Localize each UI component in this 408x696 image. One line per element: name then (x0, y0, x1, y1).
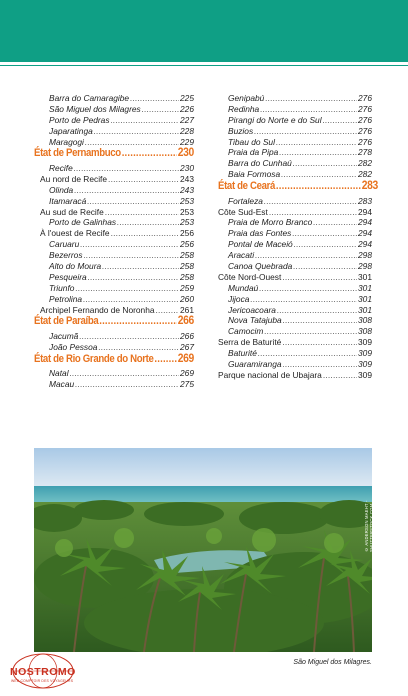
toc-entry-label: Serra de Baturité (218, 337, 282, 348)
toc-entry-label: Archipel Fernando de Noronha (40, 304, 155, 315)
toc-entry-label: Jericoacoara (228, 304, 276, 315)
toc-entry (34, 239, 194, 250)
toc-entry-label: Côte Nord-Ouest (218, 271, 282, 282)
toc-leader-dots (293, 158, 357, 169)
toc-entry-page: 259 (180, 282, 194, 293)
toc-entry-page: 301 (358, 282, 372, 293)
toc-entry-label: Pesqueira (49, 271, 87, 282)
toc-column-right (218, 93, 378, 381)
toc-entry-page: 243 (180, 173, 194, 184)
toc-entry-label: À l'ouest de Recife (40, 228, 110, 239)
toc-entry (34, 137, 194, 148)
photo-credit: © ANDERSON MAEHT - SHUTTERSTOCK.COM (364, 500, 374, 552)
toc-entry (34, 368, 194, 379)
toc-entry (218, 137, 372, 148)
toc-entry-label: Macau (49, 379, 75, 390)
toc-entry-page: 256 (180, 228, 194, 239)
toc-leader-dots (259, 283, 357, 294)
toc-entry-page: 294 (358, 228, 372, 239)
toc-entry (34, 174, 194, 185)
toc-entry (218, 250, 372, 261)
toc-entry (218, 115, 372, 126)
toc-entry (34, 115, 194, 126)
toc-region-heading (218, 180, 378, 196)
toc-leader-dots (154, 354, 176, 365)
toc-leader-dots (108, 174, 179, 185)
header-band (0, 0, 408, 62)
toc-leader-dots (269, 207, 357, 218)
toc-leader-dots (111, 115, 179, 126)
toc-entry-label: Porto de Pedras (49, 114, 110, 125)
toc-leader-dots (111, 228, 179, 239)
toc-leader-dots (294, 239, 357, 250)
toc-entry (218, 348, 372, 359)
toc-entry-label: Parque nacional de Ubajara (218, 369, 322, 380)
toc-entry-page: 294 (358, 239, 372, 250)
toc-leader-dots (99, 316, 177, 327)
toc-entry-page: 230 (177, 145, 194, 160)
toc-entry-page: 309 (358, 358, 372, 369)
toc-entry-label: Praia das Fontes (228, 228, 292, 239)
toc-leader-dots (70, 368, 179, 379)
toc-leader-dots (74, 163, 179, 174)
toc-entry (218, 326, 372, 337)
toc-entry-page: 258 (180, 260, 194, 271)
toc-entry-label: Baia Formosa (228, 169, 281, 180)
toc-entry-label: Jacumã (49, 330, 79, 341)
toc-entry-page: 253 (180, 217, 194, 228)
toc-entry-label: État de Ceará (218, 180, 276, 193)
toc-entry-label: Tibau do Sul (228, 136, 275, 147)
toc-entry-page: 227 (180, 114, 194, 125)
header-rule (0, 62, 408, 66)
toc-entry-page: 308 (358, 315, 372, 326)
toc-entry (218, 228, 372, 239)
toc-leader-dots (75, 283, 179, 294)
toc-entry-label: État de Pernambuco (34, 147, 121, 160)
toc-leader-dots (258, 348, 357, 359)
toc-entry-page: 258 (180, 250, 194, 261)
toc-entry (34, 294, 194, 305)
toc-entry-page: 275 (180, 379, 194, 390)
toc-entry-page: 269 (177, 350, 194, 365)
toc-entry-label: Triunfo (49, 282, 75, 293)
toc-entry-page: 309 (358, 369, 372, 380)
toc-entry-page: 294 (358, 217, 372, 228)
toc-entry-label: Barra do Camaragibe (49, 93, 130, 103)
toc-entry-label: Jijoca (228, 293, 250, 304)
logo-tagline: WEB COMPTOIR DES VOYAGEURS (11, 679, 74, 683)
toc-entry-page: 228 (180, 125, 194, 136)
toc-entry-label: Alto do Moura (49, 260, 102, 271)
toc-entry-label: São Miguel dos Milagres (49, 103, 141, 114)
toc-entry (34, 93, 194, 104)
toc-entry (218, 283, 372, 294)
toc-leader-dots (156, 305, 179, 316)
toc-leader-dots (88, 272, 179, 283)
toc-entry (218, 147, 372, 158)
toc-entry-page: 309 (358, 337, 372, 348)
toc-entry-label: Natal (49, 368, 69, 379)
toc-entry (218, 359, 372, 370)
toc-leader-dots (323, 370, 357, 381)
toc-entry (34, 305, 194, 316)
toc-entry-label: Redinha (228, 103, 260, 114)
toc-entry-page: 253 (180, 195, 194, 206)
toc-entry-label: Aracati (228, 250, 255, 261)
toc-entry-page: 276 (358, 114, 372, 125)
toc-leader-dots (276, 137, 357, 148)
toc-leader-dots (279, 147, 357, 158)
toc-leader-dots (142, 104, 179, 115)
toc-entry-page: 230 (180, 162, 194, 173)
toc-entry-page: 309 (358, 348, 372, 359)
toc-entry-label: Bezerros (49, 250, 83, 261)
toc-entry (34, 185, 194, 196)
toc-leader-dots (282, 272, 357, 283)
toc-entry (218, 272, 372, 283)
toc-entry-page: 276 (358, 93, 372, 103)
toc-entry (218, 217, 372, 228)
toc-entry-label: Barra do Cunhaú (228, 158, 292, 169)
toc-entry (34, 342, 194, 353)
toc-leader-dots (283, 315, 357, 326)
toc-leader-dots (282, 337, 357, 348)
toc-entry-page: 282 (358, 158, 372, 169)
toc-leader-dots (87, 196, 179, 207)
toc-entry-page: 282 (358, 169, 372, 180)
toc-entry-label: Pontal de Maceió (228, 239, 293, 250)
toc-entry-label: Itamaracá (49, 195, 87, 206)
toc-region-heading (34, 147, 194, 163)
toc-leader-dots (254, 126, 357, 137)
toc-entry (218, 337, 372, 348)
logo-wordmark: NOSTROMO (10, 666, 76, 678)
toc-entry-page: 298 (358, 250, 372, 261)
toc-entry-page: 260 (180, 293, 194, 304)
toc-entry-label: Praia da Pipa (228, 147, 279, 158)
toc-entry-label: Baturité (228, 348, 257, 359)
toc-leader-dots (122, 148, 177, 159)
publisher-logo (4, 652, 82, 692)
toc-entry (218, 93, 372, 104)
toc-entry-page: 226 (180, 103, 194, 114)
toc-entry-page: 261 (180, 304, 194, 315)
toc-leader-dots (102, 261, 179, 272)
toc-entry-page: 278 (358, 147, 372, 158)
toc-entry-label: Camocim (228, 326, 264, 337)
toc-entry (34, 261, 194, 272)
toc-entry (34, 217, 194, 228)
photo-caption: São Miguel dos Milagres. (293, 659, 372, 666)
toc-column-left (34, 93, 194, 390)
toc-entry (218, 261, 372, 272)
toc-entry (34, 104, 194, 115)
toc-entry-label: Caruaru (49, 239, 80, 250)
toc-entry-page: 283 (358, 195, 372, 206)
toc-leader-dots (260, 104, 357, 115)
toc-leader-dots (255, 250, 357, 261)
toc-entry-label: Buzios (228, 125, 254, 136)
toc-leader-dots (79, 331, 179, 342)
toc-entry (34, 163, 194, 174)
toc-leader-dots (80, 239, 179, 250)
toc-leader-dots (94, 126, 179, 137)
toc-entry-label: Olinda (49, 184, 74, 195)
toc-entry (34, 331, 194, 342)
toc-entry (218, 104, 372, 115)
toc-entry-label: Petrolina (49, 293, 83, 304)
toc-entry-label: État de Rio Grande do Norte (34, 352, 154, 365)
toc-entry-page: 267 (180, 341, 194, 352)
toc-entry-label: Mundaú (228, 282, 259, 293)
toc-entry-page: 294 (358, 206, 372, 217)
toc-entry (218, 126, 372, 137)
toc-entry-page: 225 (180, 93, 194, 103)
toc-entry-label: Au nord de Recife (40, 173, 108, 184)
toc-leader-dots (130, 93, 179, 104)
toc-entry (218, 315, 372, 326)
toc-entry (34, 250, 194, 261)
toc-entry (218, 239, 372, 250)
toc-entry-label: Côte Sud-Est (218, 206, 268, 217)
toc-entry-label: Recife (49, 162, 73, 173)
toc-entry-label: Maragogi (49, 136, 84, 147)
toc-leader-dots (84, 250, 180, 261)
toc-entry-label: Nova Tatajuba (228, 315, 282, 326)
toc-leader-dots (293, 261, 357, 272)
toc-entry-label: Canoa Quebrada (228, 260, 293, 271)
toc-leader-dots (281, 169, 357, 180)
toc-entry-label: João Pessoa (49, 341, 98, 352)
toc-entry-page: 283 (361, 178, 378, 193)
toc-leader-dots (83, 294, 179, 305)
toc-leader-dots (265, 93, 357, 104)
toc-entry (218, 305, 372, 316)
toc-entry-page: 276 (358, 136, 372, 147)
toc-entry-page: 308 (358, 326, 372, 337)
toc-leader-dots (105, 207, 179, 218)
toc-region-heading (34, 350, 194, 369)
toc-entry-label: Japaratinga (49, 125, 93, 136)
toc-region-heading (34, 315, 194, 331)
toc-leader-dots (276, 181, 361, 192)
toc-leader-dots (277, 305, 357, 316)
toc-entry-page: 243 (180, 184, 194, 195)
toc-entry (34, 126, 194, 137)
toc-entry (218, 169, 372, 180)
toc-entry-label: Porto de Galinhas (49, 217, 117, 228)
toc-leader-dots (75, 379, 179, 390)
toc-leader-dots (85, 137, 179, 148)
toc-entry-label: Pirangi do Norte e do Sul (228, 114, 322, 125)
toc-entry (34, 196, 194, 207)
toc-entry-page: 301 (358, 271, 372, 282)
toc-entry-page: 298 (358, 260, 372, 271)
toc-entry-page: 276 (358, 103, 372, 114)
toc-entry-page: 256 (180, 239, 194, 250)
toc-entry-label: Guaramiranga (228, 358, 282, 369)
toc-entry (34, 283, 194, 294)
toc-entry (34, 272, 194, 283)
toc-entry (218, 370, 372, 381)
toc-entry-label: Au sud de Recife (40, 206, 104, 217)
toc-leader-dots (292, 228, 357, 239)
toc-leader-dots (250, 294, 357, 305)
toc-entry-page: 258 (180, 271, 194, 282)
toc-entry-page: 266 (177, 313, 194, 328)
toc-leader-dots (264, 326, 357, 337)
toc-entry (218, 158, 372, 169)
toc-entry (34, 207, 194, 218)
toc-entry-page: 276 (358, 125, 372, 136)
toc-leader-dots (313, 217, 357, 228)
toc-entry-page: 301 (358, 293, 372, 304)
toc-entry-label: Fortaleza (228, 195, 263, 206)
toc-entry-page: 253 (180, 206, 194, 217)
toc-entry-page: 301 (358, 304, 372, 315)
toc-leader-dots (98, 342, 179, 353)
toc-entry (218, 207, 372, 218)
toc-entry-page: 229 (180, 136, 194, 147)
toc-entry-label: Genipabú (228, 93, 265, 103)
toc-entry (34, 228, 194, 239)
toc-leader-dots (117, 217, 179, 228)
toc-entry-page: 266 (180, 330, 194, 341)
toc-entry (34, 379, 194, 390)
toc-entry-page: 269 (180, 368, 194, 379)
toc-leader-dots (323, 115, 357, 126)
toc-entry (218, 294, 372, 305)
toc-leader-dots (264, 196, 357, 207)
toc-entry (218, 196, 372, 207)
toc-entry-label: État de Paraíba (34, 315, 99, 328)
toc-leader-dots (283, 359, 357, 370)
toc-entry-label: Praia de Morro Branco (228, 217, 313, 228)
toc-leader-dots (74, 185, 179, 196)
coastal-palm-photo (34, 448, 372, 652)
